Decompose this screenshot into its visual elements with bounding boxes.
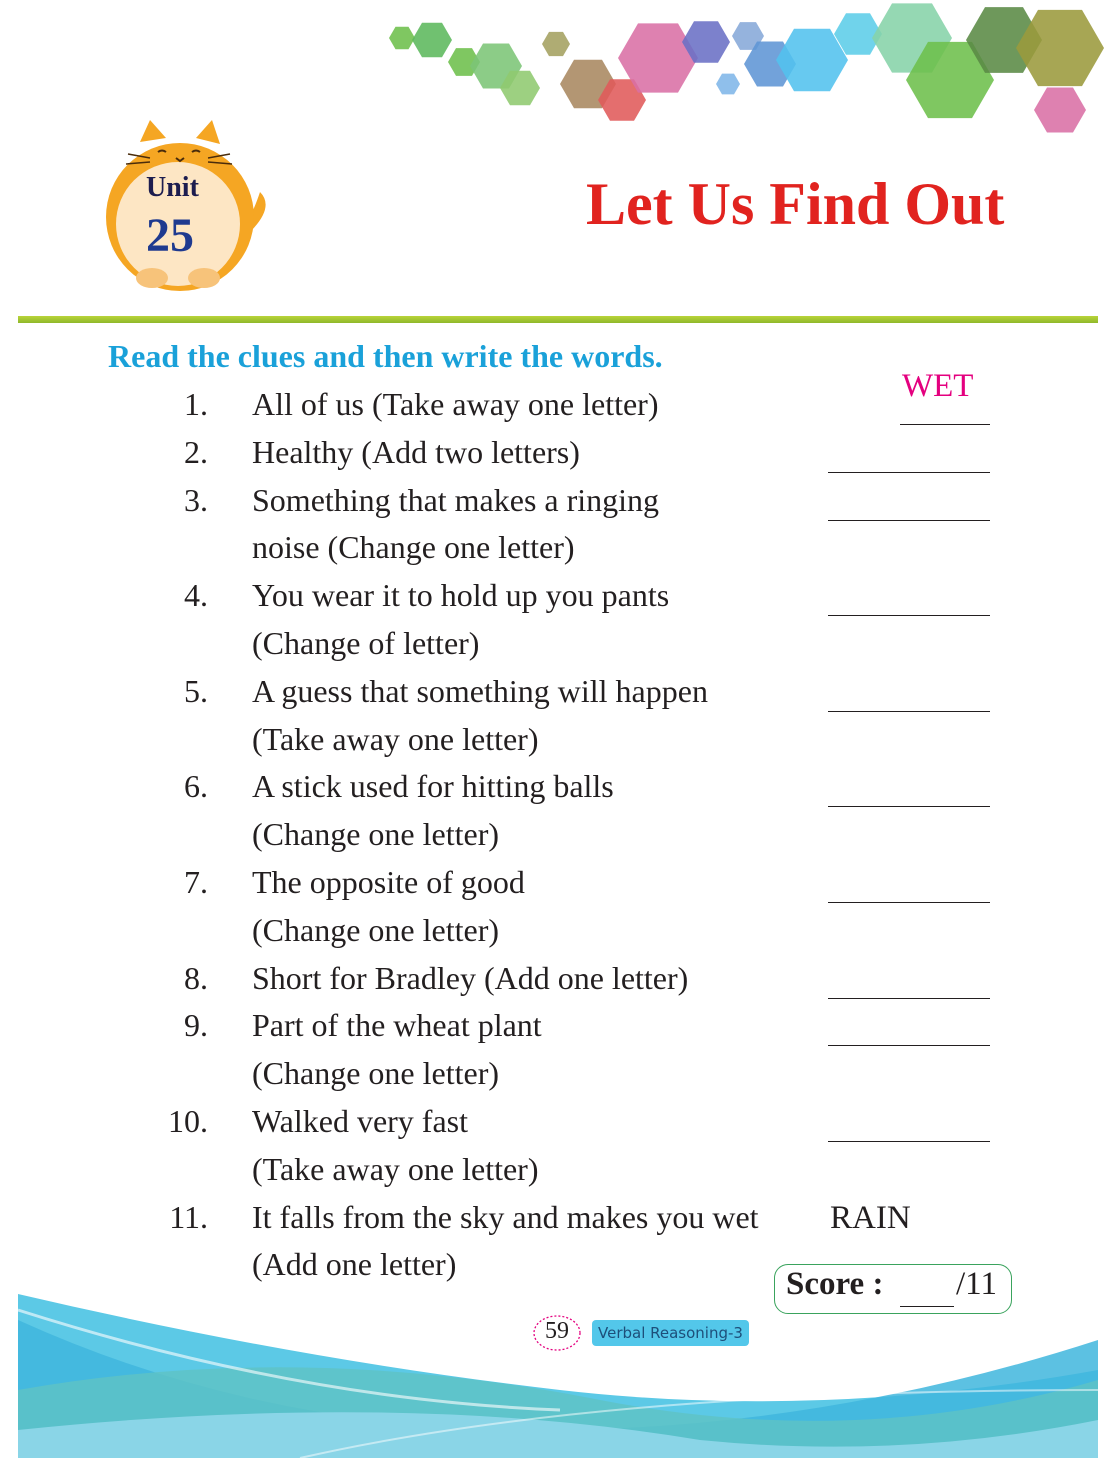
clue-text: (Change one letter) [252, 1055, 499, 1092]
clue-number: 4. [184, 577, 208, 614]
clue-text: Something that makes a ringing [252, 481, 660, 518]
hexagon-shape [542, 32, 570, 56]
clue-number: 10. [168, 1103, 208, 1139]
answer-blank[interactable] [900, 424, 990, 425]
clue-text: A guess that something will happen [252, 672, 708, 709]
clue-number: 5. [184, 672, 208, 709]
clue-number: 8. [184, 959, 208, 996]
score-total: /11 [956, 1266, 997, 1302]
answer-blank[interactable] [828, 472, 990, 473]
example-answer-1: WET [902, 368, 974, 404]
clue-number: 2. [184, 433, 208, 470]
hexagon-shape [412, 23, 452, 58]
clue-text: Short for Bradley (Add one letter) [252, 959, 689, 996]
wave-decoration [0, 1280, 1116, 1476]
clue-text: A stick used for hitting balls [252, 768, 614, 805]
hexagon-shape [716, 74, 740, 95]
clue-text: Healthy (Add two letters) [252, 433, 580, 470]
clue-number: 11. [169, 1198, 208, 1235]
clue-text: All of us (Take away one letter) [252, 386, 659, 422]
page-number: 59 [545, 1318, 569, 1344]
title-divider [18, 316, 1098, 323]
clue-text: (Take away one letter) [252, 1150, 539, 1187]
clue-text: It falls from the sky and makes you wet [252, 1198, 759, 1235]
clue-text: Part of the wheat plant [252, 1007, 542, 1044]
answer-blank[interactable] [828, 998, 990, 999]
clue-number: 7. [184, 864, 208, 900]
answer-blank[interactable] [828, 520, 990, 521]
clue-text: (Change one letter) [252, 911, 499, 948]
clue-text: (Change one letter) [252, 816, 499, 853]
unit-label: Unit [146, 172, 199, 203]
book-title-badge: Verbal Reasoning-3 [592, 1320, 749, 1346]
example-answer-11: RAIN [830, 1200, 911, 1236]
clue-text: (Take away one letter) [252, 720, 539, 757]
clue-number: 6. [184, 768, 208, 805]
clue-number: 3. [184, 481, 208, 518]
hexagon-shape [1034, 88, 1086, 133]
clue-number: 1. [184, 386, 208, 422]
answer-blank[interactable] [828, 1141, 990, 1142]
score-label: Score : [786, 1266, 884, 1302]
instruction-heading: Read the clues and then write the words. [108, 338, 663, 374]
answer-blank[interactable] [828, 615, 990, 616]
answer-blank[interactable] [828, 902, 990, 903]
clue-text: (Add one letter) [252, 1246, 457, 1283]
unit-number: 25 [146, 209, 194, 262]
answer-blank[interactable] [828, 711, 990, 712]
answer-blank[interactable] [828, 806, 990, 807]
clue-text: You wear it to hold up you pants [252, 577, 670, 614]
clue-text: noise (Change one letter) [252, 529, 575, 566]
clue-number: 9. [184, 1007, 208, 1044]
page-title: Let Us Find Out [586, 171, 1005, 237]
cat-icon [100, 112, 275, 297]
hexagon-shape [389, 27, 415, 50]
clue-text: (Change of letter) [252, 625, 480, 661]
answer-blank[interactable] [828, 1045, 990, 1046]
clue-text: Walked very fast [252, 1103, 468, 1139]
clue-text: The opposite of good [252, 864, 525, 900]
